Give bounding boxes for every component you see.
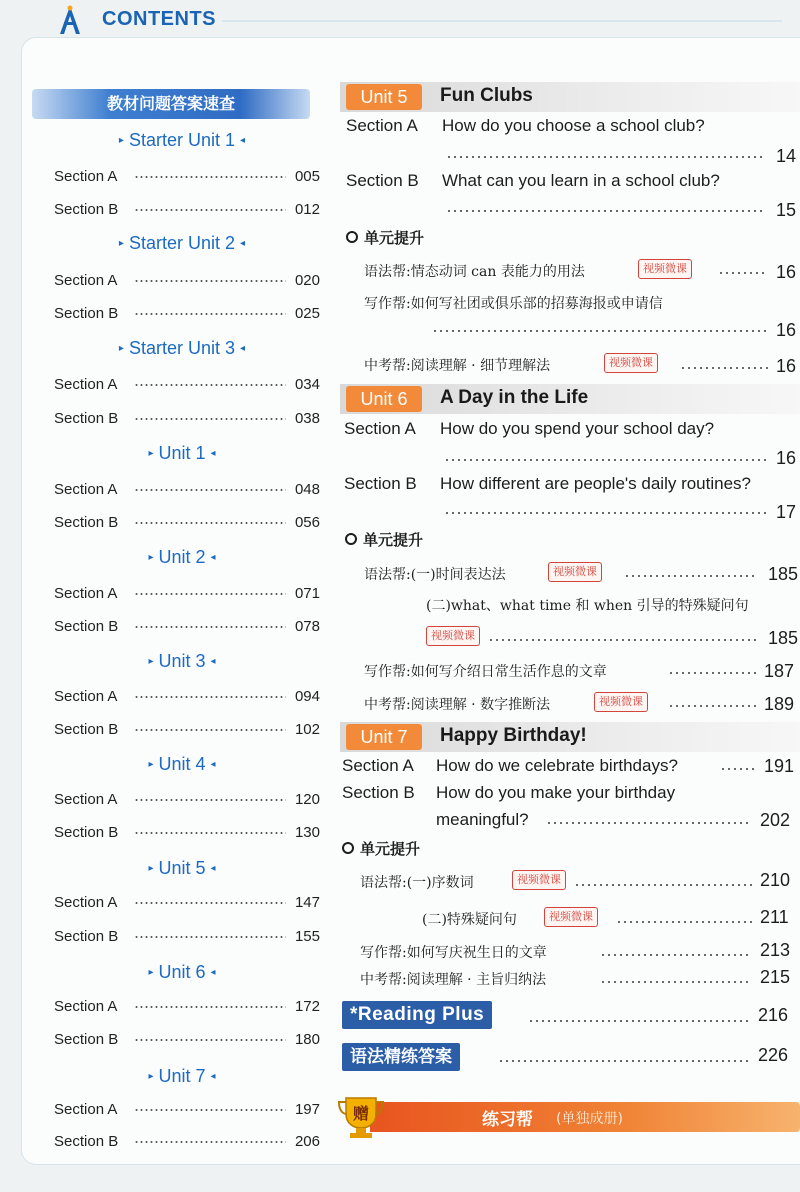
leader-dots <box>134 1039 286 1041</box>
page-number: 16 <box>776 448 797 468</box>
left-unit-heading[interactable] <box>32 858 332 879</box>
triangle-left-icon: ◂ <box>210 863 216 874</box>
triangle-right-icon: ▸ <box>118 238 124 249</box>
leader-dots <box>134 832 286 834</box>
video-lesson-badge[interactable]: 视频微课 <box>544 907 598 927</box>
left-unit-name: Unit 3 <box>158 651 206 671</box>
section-label: Section B <box>54 927 119 945</box>
left-section-row[interactable] <box>54 408 320 428</box>
leader-dots <box>134 936 286 938</box>
leader-dots <box>720 768 756 770</box>
left-section-row[interactable] <box>54 270 320 290</box>
page-number: 17 <box>776 502 797 522</box>
grammar-answers-block[interactable]: 语法精练答案 <box>342 1043 460 1071</box>
circle-bullet-icon <box>345 533 357 545</box>
leader-dots <box>134 209 286 211</box>
triangle-left-icon: ◂ <box>240 135 246 146</box>
leader-dots <box>134 1109 286 1111</box>
left-unit-heading[interactable] <box>32 233 332 254</box>
left-section-row[interactable] <box>54 892 320 912</box>
unit-title: A Day in the Life <box>440 387 589 408</box>
section-label: Section B <box>54 720 119 738</box>
leader-dots <box>574 884 752 886</box>
triangle-left-icon: ◂ <box>240 238 246 249</box>
page-number: 020 <box>294 271 320 289</box>
page-number: 226 <box>758 1045 789 1065</box>
writing-help-item[interactable]: 写作帮:如何写庆祝生日的文章 <box>360 945 547 961</box>
page-number: 197 <box>294 1100 320 1118</box>
grammar-help-item[interactable]: 语法帮:(一)序数词 <box>360 875 474 891</box>
left-unit-name: Starter Unit 1 <box>128 130 236 150</box>
left-section-row[interactable] <box>54 789 320 809</box>
leader-dots <box>444 512 766 514</box>
page-number: 025 <box>294 304 320 322</box>
left-section-row[interactable] <box>54 374 320 394</box>
triangle-left-icon: ◂ <box>210 656 216 667</box>
leader-dots <box>718 272 768 274</box>
leader-dots <box>134 489 286 491</box>
contents-title: CONTENTS <box>102 8 216 30</box>
leader-dots <box>528 1020 750 1022</box>
leader-dots <box>134 313 286 315</box>
left-section-row[interactable] <box>54 512 320 532</box>
page-number: 206 <box>294 1132 320 1150</box>
triangle-right-icon: ▸ <box>148 656 154 667</box>
page-number: 005 <box>294 167 320 185</box>
left-section-row[interactable] <box>54 616 320 636</box>
trophy-icon <box>336 1096 386 1140</box>
section-label: Section A <box>54 584 118 602</box>
triangle-right-icon: ▸ <box>148 863 154 874</box>
left-unit-name: Unit 6 <box>158 962 206 982</box>
leader-dots <box>444 459 766 461</box>
page-number: 172 <box>294 997 320 1015</box>
video-lesson-badge[interactable]: 视频微课 <box>548 562 602 582</box>
page-number: 16 <box>776 320 797 340</box>
section-label: Section B <box>54 617 119 635</box>
section-label: Section B <box>54 513 119 531</box>
left-section-row[interactable] <box>54 996 320 1016</box>
left-section-row[interactable] <box>54 822 320 842</box>
left-section-row[interactable] <box>54 719 320 739</box>
triangle-left-icon: ◂ <box>210 1071 216 1082</box>
left-unit-heading[interactable] <box>32 130 332 151</box>
video-lesson-badge[interactable]: 视频微课 <box>512 870 566 890</box>
unit-5-band[interactable] <box>340 82 800 112</box>
triangle-right-icon: ▸ <box>118 343 124 354</box>
exam-help-item[interactable]: 中考帮:阅读理解 · 数字推断法 <box>364 697 551 713</box>
leader-dots <box>446 156 766 158</box>
section-label: Section A <box>54 687 118 705</box>
page-number: 213 <box>760 940 791 960</box>
page-number: 210 <box>760 870 791 890</box>
video-lesson-badge[interactable]: 视频微课 <box>604 353 658 373</box>
page-number: 120 <box>294 790 320 808</box>
section-question[interactable]: How do you choose a school club? <box>442 116 705 135</box>
left-unit-heading[interactable] <box>32 338 332 359</box>
leader-dots <box>668 705 758 707</box>
leader-dots <box>600 954 752 956</box>
page-number: 102 <box>294 720 320 738</box>
triangle-right-icon: ▸ <box>118 135 124 146</box>
leader-dots <box>624 575 758 577</box>
section-label: Section A <box>346 116 418 135</box>
leader-dots <box>616 921 752 923</box>
section-label: Section B <box>54 1030 119 1048</box>
section-label: Section B <box>54 304 119 322</box>
page-number: 216 <box>758 1005 789 1025</box>
left-unit-name: Starter Unit 3 <box>128 338 236 358</box>
unit-tag: Unit 5 <box>346 84 422 110</box>
left-unit-heading[interactable] <box>32 754 332 775</box>
section-question[interactable]: How do we celebrate birthdays? <box>436 756 678 775</box>
triangle-left-icon: ◂ <box>210 759 216 770</box>
unit-title: Fun Clubs <box>440 85 533 106</box>
section-label: Section B <box>346 171 419 190</box>
left-unit-name: Unit 2 <box>158 547 206 567</box>
section-label: Section B <box>54 823 119 841</box>
triangle-left-icon: ◂ <box>240 343 246 354</box>
page-number: 012 <box>294 200 320 218</box>
left-unit-name: Starter Unit 2 <box>128 233 236 253</box>
left-section-row[interactable] <box>54 199 320 219</box>
leader-dots <box>488 639 758 641</box>
section-label: Section A <box>342 756 414 775</box>
unit-6-band[interactable] <box>340 384 800 414</box>
section-label: Section A <box>54 375 118 393</box>
section-label: Section A <box>54 997 118 1015</box>
page-number: 215 <box>760 967 791 987</box>
left-section-row[interactable] <box>54 926 320 946</box>
section-label: Section B <box>54 1132 119 1150</box>
page-number: 14 <box>776 146 797 166</box>
page-number: 155 <box>294 927 320 945</box>
triangle-left-icon: ◂ <box>210 967 216 978</box>
leader-dots <box>134 593 286 595</box>
section-label: Section A <box>54 271 118 289</box>
video-lesson-badge[interactable]: 视频微课 <box>638 259 692 279</box>
leader-dots <box>134 280 286 282</box>
leader-dots <box>134 176 286 178</box>
left-section-row[interactable] <box>54 303 320 323</box>
leader-dots <box>600 981 752 983</box>
page-number: 130 <box>294 823 320 841</box>
leader-dots <box>446 210 766 212</box>
page-number: 15 <box>776 200 797 220</box>
triangle-left-icon: ◂ <box>210 552 216 563</box>
circle-bullet-icon <box>346 231 358 243</box>
leader-dots <box>134 626 286 628</box>
left-unit-heading[interactable] <box>32 962 332 983</box>
leader-dots <box>134 696 286 698</box>
section-label: Section B <box>344 474 417 493</box>
page-number: 189 <box>764 694 795 714</box>
left-unit-name: Unit 5 <box>158 858 206 878</box>
page-number: 078 <box>294 617 320 635</box>
page-number: 056 <box>294 513 320 531</box>
unit-boost-heading: 单元提升 <box>364 229 425 247</box>
section-label: Section A <box>54 167 118 185</box>
unit-boost-heading: 单元提升 <box>363 531 424 549</box>
left-section-row[interactable] <box>54 1029 320 1049</box>
header <box>0 0 800 40</box>
left-unit-heading[interactable] <box>32 651 332 672</box>
page-number: 048 <box>294 480 320 498</box>
grammar-help-item[interactable]: 语法帮:情态动词 can 表能力的用法 <box>364 264 585 280</box>
page-number: 16 <box>776 356 797 376</box>
page-number: 180 <box>294 1030 320 1048</box>
page-number: 16 <box>776 262 797 282</box>
section-label: Section A <box>54 480 118 498</box>
page-number: 071 <box>294 584 320 602</box>
triangle-right-icon: ▸ <box>148 759 154 770</box>
left-unit-name: Unit 1 <box>158 443 206 463</box>
unit-7-band[interactable] <box>340 722 800 752</box>
unit-boost-heading: 单元提升 <box>360 840 421 858</box>
section-question-line1[interactable]: How do you make your birthday <box>436 783 676 802</box>
page-number: 094 <box>294 687 320 705</box>
triangle-left-icon: ◂ <box>210 448 216 459</box>
answers-banner <box>32 89 310 119</box>
leader-dots <box>134 902 286 904</box>
left-unit-heading[interactable] <box>32 547 332 568</box>
leader-dots <box>134 1006 286 1008</box>
section-label: Section B <box>342 783 415 802</box>
page-number: 147 <box>294 893 320 911</box>
left-section-row[interactable] <box>54 166 320 186</box>
leader-dots <box>134 384 286 386</box>
section-question[interactable]: How different are people's daily routines? <box>440 474 752 493</box>
practice-supplement-bar[interactable] <box>336 1096 800 1136</box>
triangle-right-icon: ▸ <box>148 1071 154 1082</box>
section-label: Section B <box>54 409 119 427</box>
practice-label: 练习帮 <box>482 1110 533 1130</box>
left-section-row[interactable] <box>54 1131 320 1151</box>
section-label: Section A <box>54 790 118 808</box>
exam-help-item[interactable]: 中考帮:阅读理解 · 细节理解法 <box>364 358 551 374</box>
leader-dots <box>498 1060 750 1062</box>
left-unit-heading[interactable] <box>32 443 332 464</box>
section-question[interactable]: What can you learn in a school club? <box>442 171 720 190</box>
tower-icon <box>56 4 84 36</box>
left-unit-name: Unit 4 <box>158 754 206 774</box>
page-number: 202 <box>760 810 791 830</box>
writing-help-item[interactable]: 写作帮:如何写介绍日常生活作息的文章 <box>364 664 607 680</box>
separate-volume-label: (单独成册) <box>556 1111 623 1127</box>
section-label: Section A <box>54 893 118 911</box>
leader-dots <box>134 418 286 420</box>
leader-dots <box>668 672 758 674</box>
page-number: 191 <box>764 756 795 776</box>
page-number: 038 <box>294 409 320 427</box>
leader-dots <box>134 729 286 731</box>
leader-dots <box>134 522 286 524</box>
section-label: Section A <box>54 1100 118 1118</box>
gift-char: 赠 <box>352 1104 370 1123</box>
left-section-row[interactable] <box>54 1099 320 1119</box>
circle-bullet-icon <box>342 842 354 854</box>
left-section-row[interactable] <box>54 479 320 499</box>
section-label: Section A <box>344 419 416 438</box>
writing-help-item[interactable]: 写作帮:如何写社团或俱乐部的招募海报或申请信 <box>364 296 663 312</box>
page-number: 185 <box>768 628 799 648</box>
leader-dots <box>134 1141 286 1143</box>
exam-help-item[interactable]: 中考帮:阅读理解 · 主旨归纳法 <box>360 972 547 988</box>
page-number: 187 <box>764 661 795 681</box>
triangle-right-icon: ▸ <box>148 552 154 563</box>
leader-dots <box>680 367 768 369</box>
left-unit-name: Unit 7 <box>158 1066 206 1086</box>
unit-tag: Unit 7 <box>346 724 422 750</box>
grammar-help-item[interactable]: 语法帮:(一)时间表达法 <box>364 567 506 583</box>
header-rule <box>222 20 782 22</box>
unit-title: Happy Birthday! <box>440 725 587 746</box>
page-number: 034 <box>294 375 320 393</box>
leader-dots <box>432 330 768 332</box>
triangle-right-icon: ▸ <box>148 967 154 978</box>
answers-banner-label: 教材问题答案速查 <box>106 94 235 113</box>
unit-tag: Unit 6 <box>346 386 422 412</box>
gift-ribbon <box>370 1102 800 1132</box>
grammar-help-subitem[interactable]: (二)特殊疑问句 <box>422 912 517 928</box>
page-number: 211 <box>760 907 789 927</box>
left-section-row[interactable] <box>54 583 320 603</box>
video-lesson-badge[interactable]: 视频微课 <box>426 626 480 646</box>
page-number: 185 <box>768 564 799 584</box>
left-unit-heading[interactable] <box>32 1066 332 1087</box>
leader-dots <box>134 799 286 801</box>
triangle-right-icon: ▸ <box>148 448 154 459</box>
section-question[interactable]: How do you spend your school day? <box>440 419 715 438</box>
section-question-line2[interactable]: meaningful? <box>436 810 529 829</box>
section-label: Section B <box>54 200 119 218</box>
leader-dots <box>546 822 752 824</box>
video-lesson-badge[interactable]: 视频微课 <box>594 692 648 712</box>
grammar-help-subitem[interactable]: (二)what、what time 和 when 引导的特殊疑问句 <box>426 598 749 614</box>
reading-plus-block[interactable]: *Reading Plus <box>342 1001 492 1029</box>
left-section-row[interactable] <box>54 686 320 706</box>
